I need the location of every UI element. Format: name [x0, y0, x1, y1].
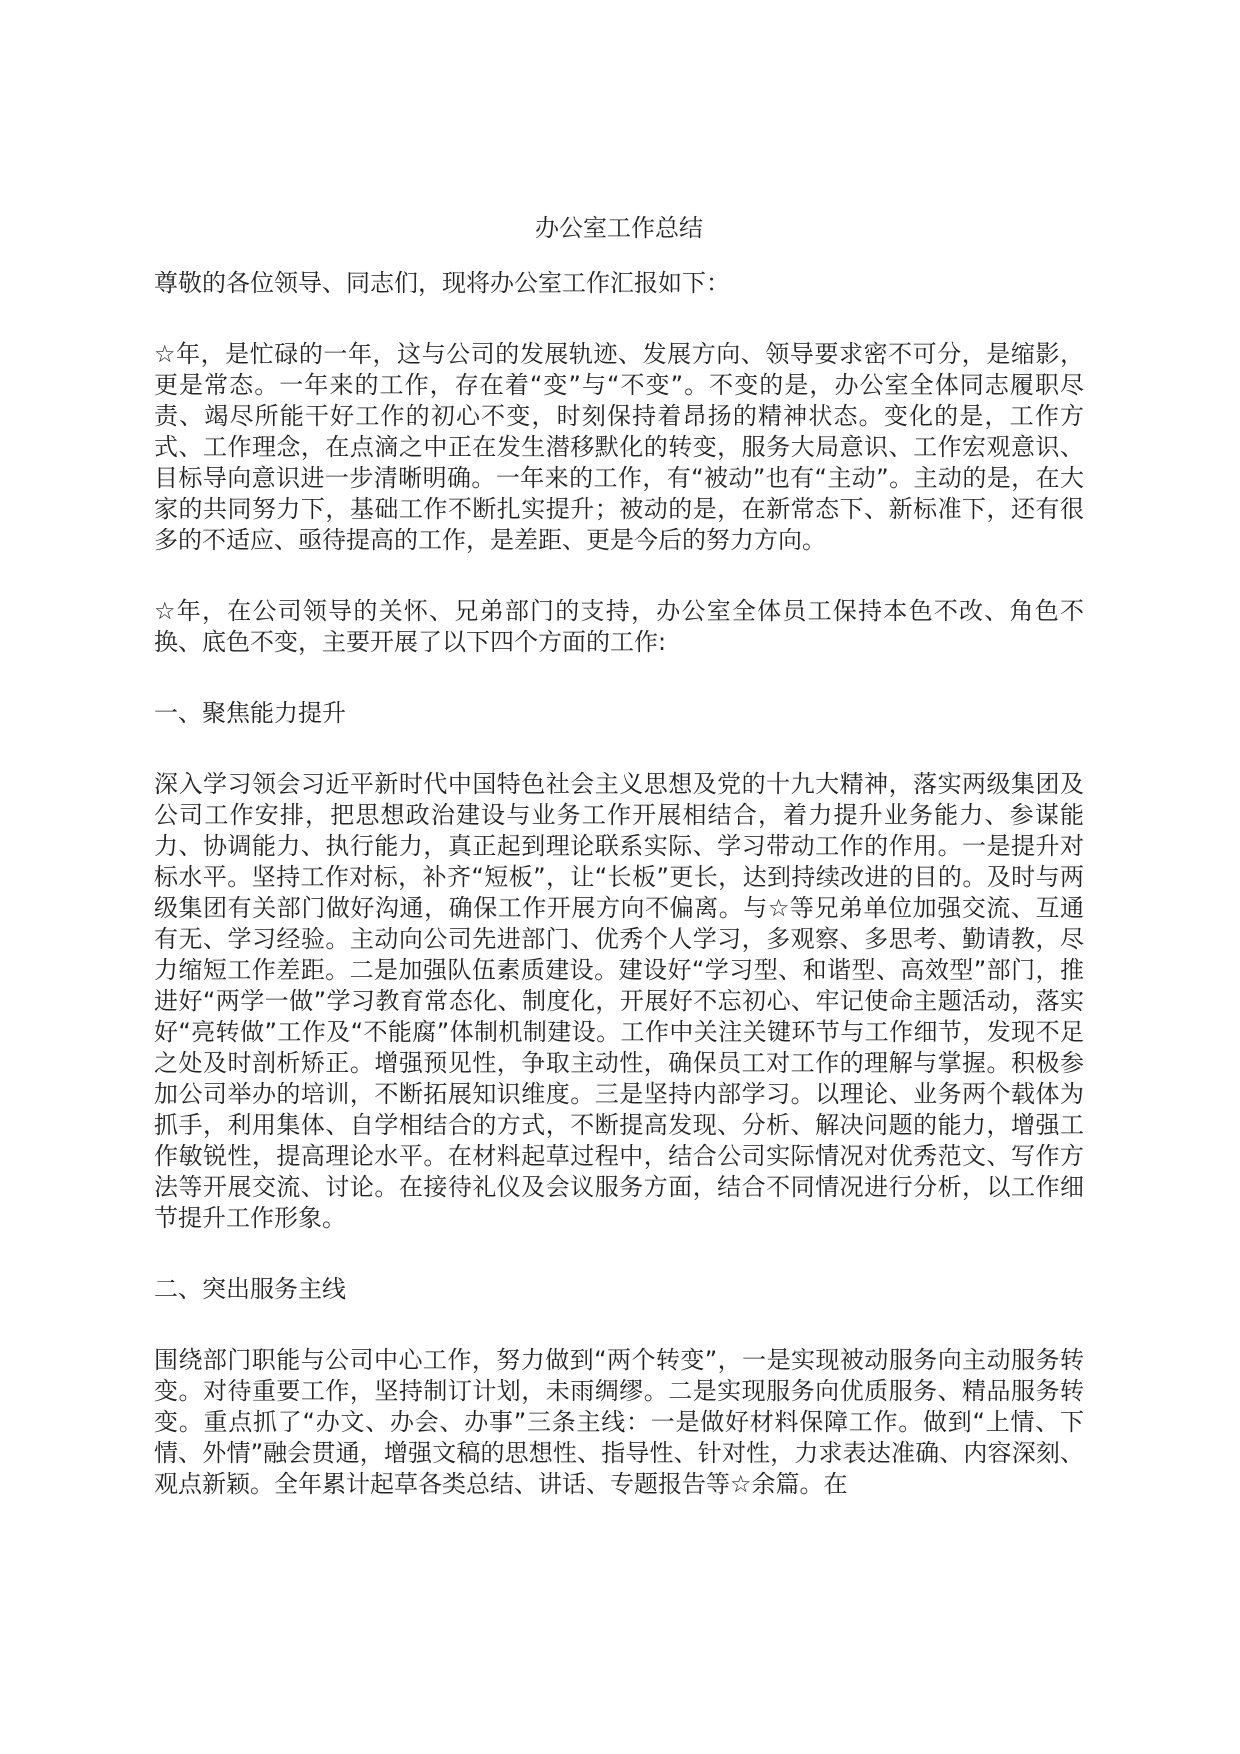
- section-1-heading: 一、聚焦能力提升: [154, 699, 346, 727]
- overview-paragraph: ☆年，在公司领导的关怀、兄弟部门的支持，办公室全体员工保持本色不改、角色不换、底色不变，主要开展了以下四个方面的工作:: [154, 597, 1084, 656]
- greeting-paragraph: 尊敬的各位领导、同志们，现将办公室工作汇报如下：: [154, 269, 730, 297]
- document-page: [154, 210, 1084, 1540]
- section-2-heading: 二、突出服务主线: [154, 1275, 346, 1303]
- section-1-body: 深入学习领会习近平新时代中国特色社会主义思想及党的十九大精神，落实两级集团及公司工作安排，把思想政治建设与业务工作开展相结合，着力提升业务能力、参谋能力、协调能力、执行能力，真正起到理论联系实际、学习带动工作的作用。一是提升对标水平。坚持工作对标，补齐“短板”，让“长板”更长，达到持续改进的目的。及时与两级集团有关部门做好沟通，确保工作开展方向不偏离。与☆等兄弟单位加强交流、互通有无、学习经验。主动向公司先进部门、优秀个人学习，多观察、多思考、勤请教，尽力缩短工作差距。二是加强队伍素质建设。建设好“学习型、和谐型、高效型”部门，推进好“两学一做”学习教育常态化、制度化，开展好不忘初心、牢记使命主题活动，落实好“亮转做”工作及“不能腐”体制机制建设。工作中关注关键环节与工作细节，发现不足之处及时剖析矫正。增强预见性，争取主动性，确保员工对工作的理解与掌握。积极参加公司举办的培训，不断拓展知识维度。三是坚持内部学习。以理论、业务两个载体为抓手，利用集体、自学相结合的方式，不断提高发现、分析、解决问题的能力，增强工作敏锐性，提高理论水平。在材料起草过程中，结合公司实际情况对优秀范文、写作方法等开展交流、讨论。在接待礼仪及会议服务方面，结合不同情况进行分析，以工作细节提升工作形象。: [154, 770, 1084, 1232]
- intro-paragraph: ☆年，是忙碌的一年，这与公司的发展轨迹、发展方向、领导要求密不可分，是缩影，更是常态。一年来的工作，存在着“变”与“不变”。不变的是，办公室全体同志履职尽责、竭尽所能干好工作的初心不变，时刻保持着昂扬的精神状态。变化的是，工作方式、工作理念，在点滴之中正在发生潜移默化的转变，服务大局意识、工作宏观意识、目标导向意识进一步清晰明确。一年来的工作，有“被动”也有“主动”。主动的是，在大家的共同努力下，基础工作不断扎实提升；被动的是，在新常态下、新标准下，还有很多的不适应、亟待提高的工作，是差距、更是今后的努力方向。: [154, 340, 1084, 554]
- document-title: 办公室工作总结: [535, 214, 703, 242]
- section-2-body: 围绕部门职能与公司中心工作，努力做到“两个转变”，一是实现被动服务向主动服务转变。对待重要工作，坚持制订计划，未雨绸缪。二是实现服务向优质服务、精品服务转变。重点抓了“办文、办会、办事”三条主线：一是做好材料保障工作。做到“上情、下情、外情”融会贯通，增强文稿的思想性、指导性、针对性，力求表达准确、内容深刻、观点新颖。全年累计起草各类总结、讲话、专题报告等☆余篇。在: [154, 1346, 1084, 1498]
